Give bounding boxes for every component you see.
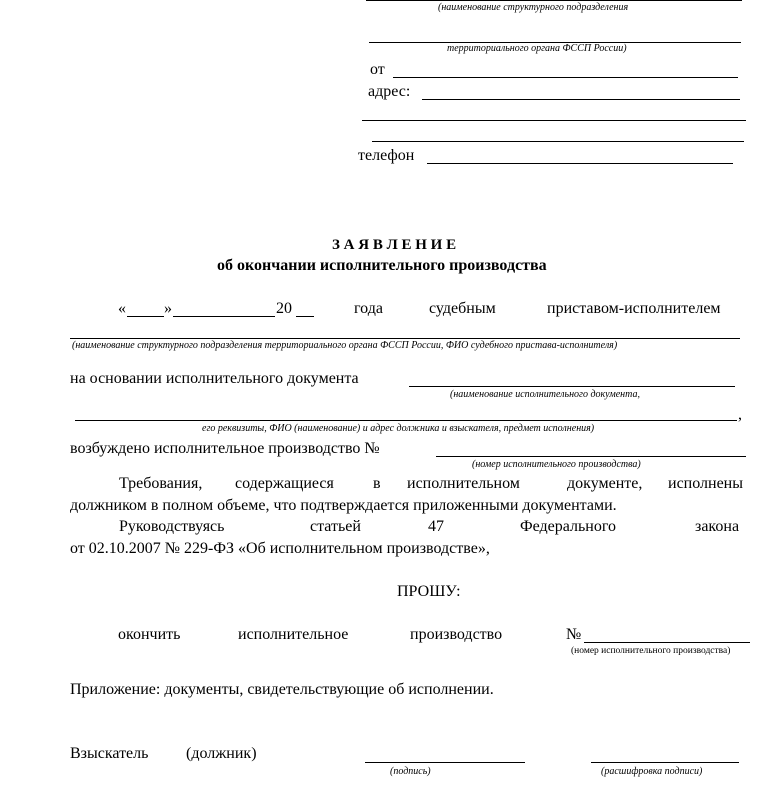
p2-word-1: Руководствуясь <box>119 518 225 535</box>
address-line-3[interactable] <box>372 141 744 142</box>
p1-word-3: в <box>373 475 381 492</box>
signature-line[interactable] <box>365 762 525 763</box>
word-goda: года <box>354 300 383 317</box>
date-month-line[interactable] <box>173 316 275 317</box>
doc-details-line[interactable] <box>75 420 737 421</box>
p2-line-2: от 02.10.2007 № 229-ФЗ «Об исполнительном производстве», <box>70 540 490 557</box>
address-line-2[interactable] <box>362 120 746 121</box>
territorial-body-caption: территориального органа ФССП России) <box>447 43 627 54</box>
date-day-line[interactable] <box>127 316 164 317</box>
p2-word-5: закона <box>695 518 740 535</box>
request-number-line[interactable] <box>584 642 750 643</box>
request-number-caption: (номер исполнительного производства) <box>571 646 731 656</box>
org-bailiff-line[interactable] <box>70 338 740 339</box>
word-sudebnym: судебным <box>429 300 496 317</box>
address-line-1[interactable] <box>422 99 740 100</box>
document-subtitle: об окончании исполнительного производства <box>217 257 547 274</box>
signature-decode-caption: (расшифровка подписи) <box>601 766 703 777</box>
year-prefix: 20 <box>276 300 292 317</box>
signature-caption: (подпись) <box>390 766 431 777</box>
phone-line[interactable] <box>427 163 733 164</box>
year-line[interactable] <box>296 316 314 317</box>
date-close-quote: » <box>164 300 172 317</box>
p2-word-2: статьей <box>310 518 361 535</box>
doc-details-caption: его реквизиты, ФИО (наименование) и адрес должника и взыскателя, предмет исполнения) <box>202 423 595 434</box>
request-heading: ПРОШУ: <box>397 583 461 600</box>
p1-word-2: содержащиеся <box>235 475 334 492</box>
attachment-text: Приложение: документы, свидетельствующие об исполнении. <box>70 681 494 698</box>
proceeding-number-caption: (номер исполнительного производства) <box>472 459 641 470</box>
exec-doc-caption: (наименование исполнительного документа, <box>450 389 640 400</box>
from-line[interactable] <box>393 77 738 78</box>
document-title: З А Я В Л Е Н И Е <box>332 237 457 253</box>
address-label: адрес: <box>368 83 411 100</box>
word-pristavom: приставом-исполнителем <box>547 300 721 317</box>
proceeding-number-line[interactable] <box>436 456 746 457</box>
p1-word-1: Требования, <box>119 475 203 492</box>
details-comma: , <box>738 406 742 423</box>
request-word-1: окончить <box>118 626 181 643</box>
from-label: от <box>370 61 385 78</box>
date-open-quote: « <box>118 300 126 317</box>
p2-word-4: Федерального <box>520 518 617 535</box>
request-word-2: исполнительное <box>238 626 349 643</box>
p1-word-4: исполнительном <box>407 475 520 492</box>
p1-word-5: документе, <box>567 475 643 492</box>
signature-decode-line[interactable] <box>591 762 739 763</box>
p1-word-6: исполнены <box>668 475 743 492</box>
dept-name-line[interactable] <box>366 0 742 1</box>
exec-doc-line[interactable] <box>409 386 735 387</box>
org-bailiff-caption: (наименование структурного подразделения территориального органа ФССП России, ФИО судебного пристава-исполнителя) <box>72 340 618 351</box>
dept-name-caption: (наименование структурного подразделения <box>438 2 629 13</box>
p1-line-2: должником в полном объеме, что подтверждается приложенными документами. <box>70 497 617 514</box>
basis-text: на основании исполнительного документа <box>70 370 359 387</box>
p2-word-3: 47 <box>428 518 444 535</box>
signatory-alt-label: (должник) <box>186 745 257 762</box>
request-number-sign: № <box>566 626 582 643</box>
signatory-label: Взыскатель <box>70 745 149 762</box>
phone-label: телефон <box>358 147 415 164</box>
initiated-text: возбуждено исполнительное производство № <box>70 440 380 457</box>
request-word-3: производство <box>410 626 503 643</box>
